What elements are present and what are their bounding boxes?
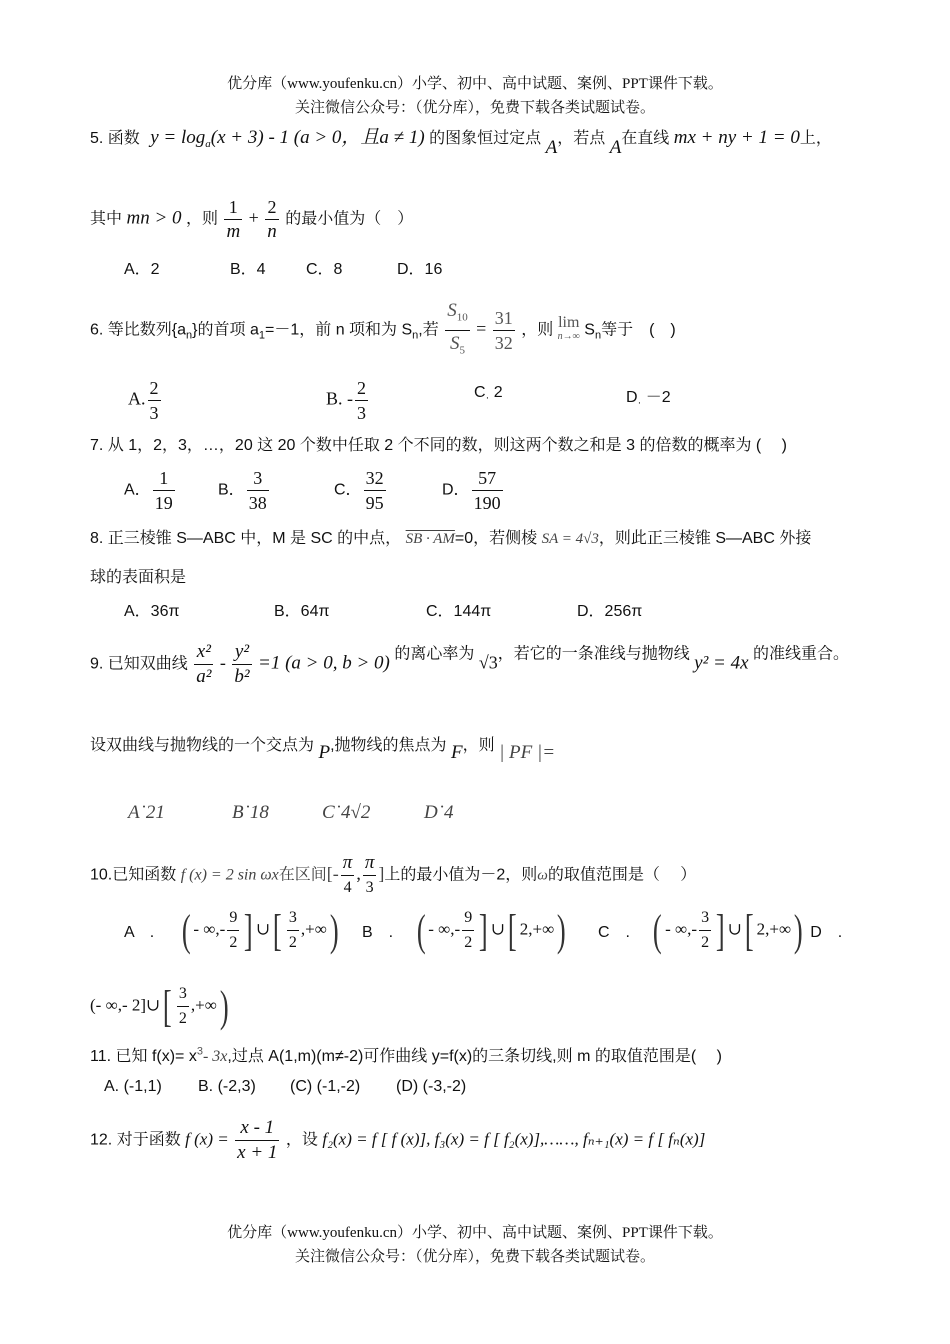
- q11-option-d: (D) (-3,-2): [396, 1078, 467, 1095]
- q9-parabola: y² = 4x: [694, 652, 749, 674]
- q6-stem: 6. 等比数列$\{a_n\}$的首项 $a_1=-1$，前 n 项和为 $S_n$,若 $\frac{S_{10}}{S_5}$ = $\frac{31}{32}$ ，则 lim n→∞ $S_n$等于 ( ): [90, 298, 910, 362]
- q5-option-d: D．16: [397, 261, 443, 278]
- q12-text-2: ，设: [285, 1131, 318, 1149]
- q10-interval-label: 在区间: [278, 866, 327, 884]
- q9-stem: [90, 640, 910, 689]
- q9-eccentricity: √3: [478, 652, 498, 673]
- q5-line-equation: mx + ny + 1 = 0: [673, 127, 800, 148]
- footer-line-1: 优分库（www.youfenku.cn）小学、初中、高中试题、案例、PPT课件下载。: [227, 1225, 723, 1241]
- q9-option-a: A˙21: [128, 802, 165, 823]
- q8-text-3: ，则此正三棱锥 S—ABC 外接: [598, 530, 812, 547]
- q9-text-2: ，若它的一条准线与抛物线: [497, 645, 690, 663]
- q10-option-b: B . ( - ∞,- $\frac{9}{2}$ ] ∪[ 2,+∞): [362, 905, 566, 955]
- q9-point-p: P: [318, 742, 331, 763]
- header-line-2: 关注微信公众号：（优分库），免费下载各类试题试卷。: [294, 100, 655, 116]
- q6-text-4: ,若: [418, 321, 439, 339]
- q9-option-b: B˙18: [232, 802, 269, 823]
- q10-stem: 10.已知函数 f (x) = 2 sin ωx在区间[- $\frac{\pi}{4}$ , $\frac{\pi}{3}$ ]上的最小值为－2，则ω的取值范围是（ ）: [90, 852, 697, 896]
- q9-text-4: 设双曲线与抛物线的一个交点为: [90, 737, 315, 754]
- q8-text-2: =0，若侧棱: [454, 530, 538, 547]
- q6-option-b: B. - $\frac{2}{3}$: [326, 378, 366, 423]
- q5-point-a: A: [545, 137, 558, 158]
- q5-row2: [90, 195, 910, 244]
- q9-minus: -: [219, 652, 226, 673]
- q9-text-6: ，则: [462, 737, 495, 754]
- q6-option-d: $D_\cdot -2$: [626, 389, 671, 410]
- q5-option-c: C．8: [306, 261, 343, 278]
- q7-option-b: B． $\frac{3}{38}$: [218, 468, 267, 513]
- q8-option-a: A．36π: [124, 603, 180, 620]
- q11-text-2: - 3x: [202, 1048, 228, 1065]
- q6-equals: =: [476, 318, 487, 339]
- q8-stem: [90, 525, 910, 548]
- q5-text-2: ，若点: [557, 130, 606, 147]
- q7-option-d: D． $\frac{57}{190}$: [442, 468, 501, 513]
- q10-text-3: 的取值范围是（ ）: [547, 866, 697, 884]
- q6-text-7: 等于 ( ): [601, 321, 676, 339]
- q5-row2-a: 其中: [90, 210, 123, 228]
- q9-pf: | PF |=: [499, 742, 556, 763]
- q6-text-6: S: [584, 321, 595, 339]
- q5-number: 5. 函数: [90, 130, 140, 147]
- q5-row2-b: ，则: [185, 210, 218, 228]
- q5-condition: mn > 0: [126, 207, 182, 229]
- q6-limit: lim n→∞: [557, 314, 580, 343]
- q5-row2-c: 的最小值为（ ）: [285, 210, 414, 228]
- q8-edge-length: SA = 4√3: [541, 531, 599, 547]
- q6-text-2: }的首项 a: [192, 321, 259, 339]
- q12-iteration: f₂(x) = f [ f (x)], f₃(x) = f [ f₂(x)],……, fₙ₊₁(x) = f [ fₙ(x)]: [322, 1129, 706, 1149]
- q8-option-d: D．256π: [577, 603, 643, 620]
- q9-x-frac: $\frac{\text{x²}}{\text{a²}}$: [196, 641, 212, 687]
- q6-ratio-s10-s5: $\frac{S_{10}}{S_5}$: [447, 300, 468, 357]
- q5-function-tail: (x + 3) - 1 (a > 0，且a ≠ 1): [210, 127, 425, 148]
- q5-point-a-2: A: [609, 137, 622, 158]
- q10-option-c: C . ( - ∞,- $\frac{3}{2}$ ] ∪[ 2,+∞) D .: [598, 905, 843, 955]
- q8-vector-dot: SB · AM: [405, 531, 455, 547]
- q11-text-3: ,过点 A(1,m)(m≠-2)可作曲线 y=f(x)的三条切线,则 m 的取值范围是( ): [227, 1048, 722, 1065]
- q6-text-3: =－1，前 n 项和为 S: [265, 321, 413, 339]
- q6-text-1: 6. 等比数列{a: [90, 321, 187, 339]
- q6-ratio-31-32: $\frac{31}{32}$: [494, 307, 513, 353]
- q11-stem: 11. 已知 $f(x)= x^3-$ 3x,过点 A(1,m)(m≠-2)可作曲线 y=f(x)的三条切线,则 m 的取值范围是( ): [90, 1045, 722, 1065]
- q12-function: f (x) =: [185, 1129, 229, 1149]
- q8-text-1: 8. 正三棱锥 S—ABC 中，M 是 SC 的中点，: [90, 530, 402, 547]
- q9-text-5: ,抛物线的焦点为: [330, 737, 447, 754]
- q9-text-3: 的准线重合。: [753, 645, 850, 663]
- q10-text-1: 10.已知函数: [90, 866, 177, 884]
- q9-option-c: C˙4√2: [322, 802, 371, 823]
- q5-fraction-2: $\frac{2}{n}$: [267, 197, 277, 242]
- q11-text-1: 11. 已知 f(x)= x: [90, 1048, 197, 1065]
- q8-option-c: C．144π: [426, 603, 492, 620]
- footer-line-2: 关注微信公众号：（优分库），免费下载各类试题试卷。: [294, 1249, 655, 1265]
- q6-option-a: A. $\frac{2}{3}$: [128, 378, 159, 423]
- q9-text-1: 的离心率为: [394, 645, 475, 663]
- q7-option-c: C． $\frac{32}{95}$: [334, 468, 384, 513]
- q9-number: 9. 已知双曲线: [90, 655, 188, 673]
- q10-text-2: 上的最小值为－2，则: [384, 866, 538, 884]
- q5-option-a: A．2: [124, 261, 160, 278]
- q11-option-c: (C) (-1,-2): [290, 1078, 361, 1095]
- q5-plus: +: [248, 207, 259, 228]
- q8-option-b: B．64π: [274, 603, 330, 620]
- q10-option-d: (- ∞,- 2]∪[ $\frac{3}{2}$ ,+∞): [90, 981, 229, 1031]
- header-line-1: 优分库（www.youfenku.cn）小学、初中、高中试题、案例、PPT课件下载。: [227, 76, 723, 92]
- q5-text-3: 在直线: [621, 130, 670, 147]
- q5-function: y = log: [150, 127, 206, 148]
- q9-equation-tail: =1 (a > 0, b > 0): [258, 652, 390, 674]
- q12-fraction: $\frac{x - 1}{x + 1}$: [237, 1117, 278, 1163]
- q9-y-frac: $\frac{\text{y²}}{\text{b²}}$: [234, 641, 250, 687]
- q6-text-5: ，则: [521, 321, 554, 339]
- q6-option-c: $C_\cdot$ 2: [474, 384, 503, 405]
- q8-row2: 球的表面积是: [90, 569, 187, 586]
- q12-text-1: 12. 对于函数: [90, 1131, 181, 1149]
- q9-point-f: F: [450, 742, 463, 763]
- q9-option-d: D˙4: [424, 802, 454, 823]
- q10-option-a: A . ( - ∞,- $\frac{9}{2}$ ] ∪[ $\frac{3}{2}$ ,+∞): [124, 905, 339, 955]
- q5-fraction-1: $\frac{1}{m}$: [226, 197, 241, 242]
- q7-option-a: A． $\frac{1}{19}$: [124, 468, 173, 513]
- q5-text-1: 的图象恒过定点: [429, 130, 542, 147]
- q5-stem: [90, 122, 910, 159]
- q10-omega: ω: [537, 867, 548, 884]
- q7-stem: 7. 从 1，2，3，…，20 这 20 个数中任取 2 个不同的数，则这两个数之和是 3 的倍数的概率为 ( ): [90, 437, 787, 454]
- q5-text-4: 上，: [799, 130, 832, 147]
- q9-row2: [90, 732, 910, 764]
- q5-log-base: a: [205, 138, 211, 151]
- q12-stem: [90, 1116, 910, 1165]
- q5-option-b: B．4: [230, 261, 266, 278]
- q10-function: f (x) = 2 sin ωx: [180, 866, 279, 884]
- q11-option-b: B. (-2,3): [198, 1078, 256, 1095]
- q11-option-a: A. (-1,1): [104, 1078, 162, 1095]
